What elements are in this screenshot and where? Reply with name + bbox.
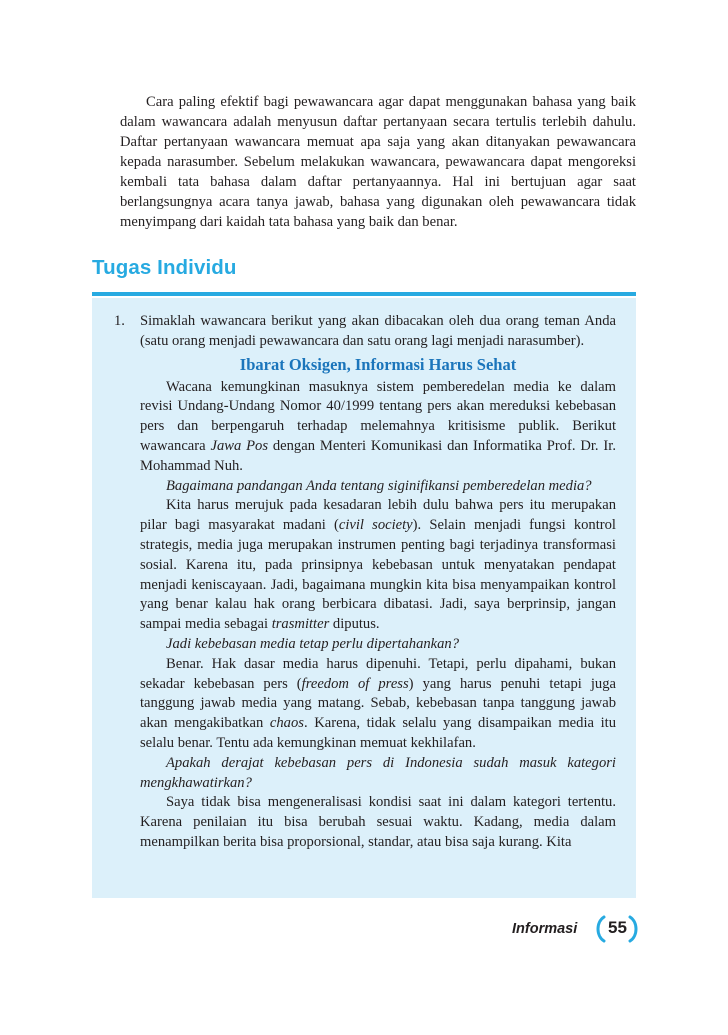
task-number: 1. bbox=[114, 313, 125, 329]
interview-question-2: Jadi kebebasan media tetap perlu dipertahankan? bbox=[166, 635, 460, 652]
task-body bbox=[140, 312, 616, 853]
section-divider bbox=[92, 292, 636, 296]
article-title: Ibarat Oksigen, Informasi Harus Sehat bbox=[239, 354, 517, 374]
interview-question-3: Apakah derajat kebebasan pers di Indonesia sudah masuk kategori mengkhawatirkan? bbox=[140, 754, 616, 791]
interview-question-1: Bagaimana pandangan Anda tentang siginifikansi pemberedelan media? bbox=[166, 477, 592, 494]
intro-paragraph: Cara paling efektif bagi pewawancara agar dapat menggunakan bahasa yang baik dalam wawancara adalah menyusun daftar pertanyaan secara tertulis terlebih dahulu. Daftar pertanyaan wawancara memuat apa saja yang akan ditanyakan pewawancara kepada narasumber. Sebelum melakukan wawancara, pewawancara dapat mengoreksi kembali tata bahasa dalam daftar pertanyaannya. Hal ini bertujuan agar saat berlangsungnya acara tanya jawab, bahasa yang digunakan oleh pewawancara tidak menyimpang dari kaidah tata bahasa yang baik dan benar. bbox=[120, 94, 636, 230]
article-intro: Wacana kemungkinan masuknya sistem pemberedelan media ke dalam revisi Undang-Undang Nomor 40/1999 tentang pers akan mereduksi kebebasan pers dan berpengaruh terhadap melemahnya kritisisme publik. Berikut wawancara Jawa Pos dengan Menteri Komunikasi dan Informatika Prof. Dr. Ir. Mohammad Nuh. bbox=[140, 378, 616, 474]
newspaper-name: Jawa Pos bbox=[210, 437, 269, 454]
interview-answer-2: Benar. Hak dasar media harus dipenuhi. Tetapi, perlu dipahami, bukan sekadar kebebasan pers (freedom of press) yang harus penuhi tetapi juga tanggung jawab media yang matang. Sebab, kebebasan tanpa tanggung jawab akan mengakibatkan chaos. Karena, tidak selalu yang disampaikan media itu selalu benar. Tentu ada kemungkinan memuat kekhilafan. bbox=[140, 655, 616, 751]
footer-label: Informasi bbox=[512, 921, 578, 937]
page-number: 55 bbox=[608, 918, 627, 937]
task-content bbox=[114, 312, 616, 853]
interview-answer-3: Saya tidak bisa mengeneralisasi kondisi saat ini dalam kategori tertentu. Karena penilaian itu bisa berubah sesuai waktu. Kadang, media dalam menampilkan berita bisa proporsional, standar, atau bisa saja kurang. Kita bbox=[140, 794, 616, 850]
section-title: Tugas Individu bbox=[92, 256, 237, 279]
intro-text bbox=[120, 92, 636, 232]
task-instruction: Simaklah wawancara berikut yang akan dibacakan oleh dua orang teman Anda (satu orang menjadi pewawancara dan satu orang lagi menjadi narasumber). bbox=[140, 313, 616, 349]
interview-answer-1: Kita harus merujuk pada kesadaran lebih dulu bahwa pers itu merupakan pilar bagi masyarakat madani (civil society). Selain menjadi fungsi kontrol strategis, media juga merupakan instrumen penting bagi terjadinya transformasi sosial. Karena itu, pada prinsipnya kebebasan untuk menyatakan pendapat menjadi keniscayaan. Jadi, bagaimana mungkin kita bisa menyampaikan kontrol yang benar kalau hak orang berbicara dibatasi. Jadi, saya berprinsip, jangan sampai media sebagai trasmitter diputus. bbox=[140, 497, 616, 633]
page-number-badge bbox=[594, 914, 640, 944]
task-item bbox=[114, 312, 616, 853]
